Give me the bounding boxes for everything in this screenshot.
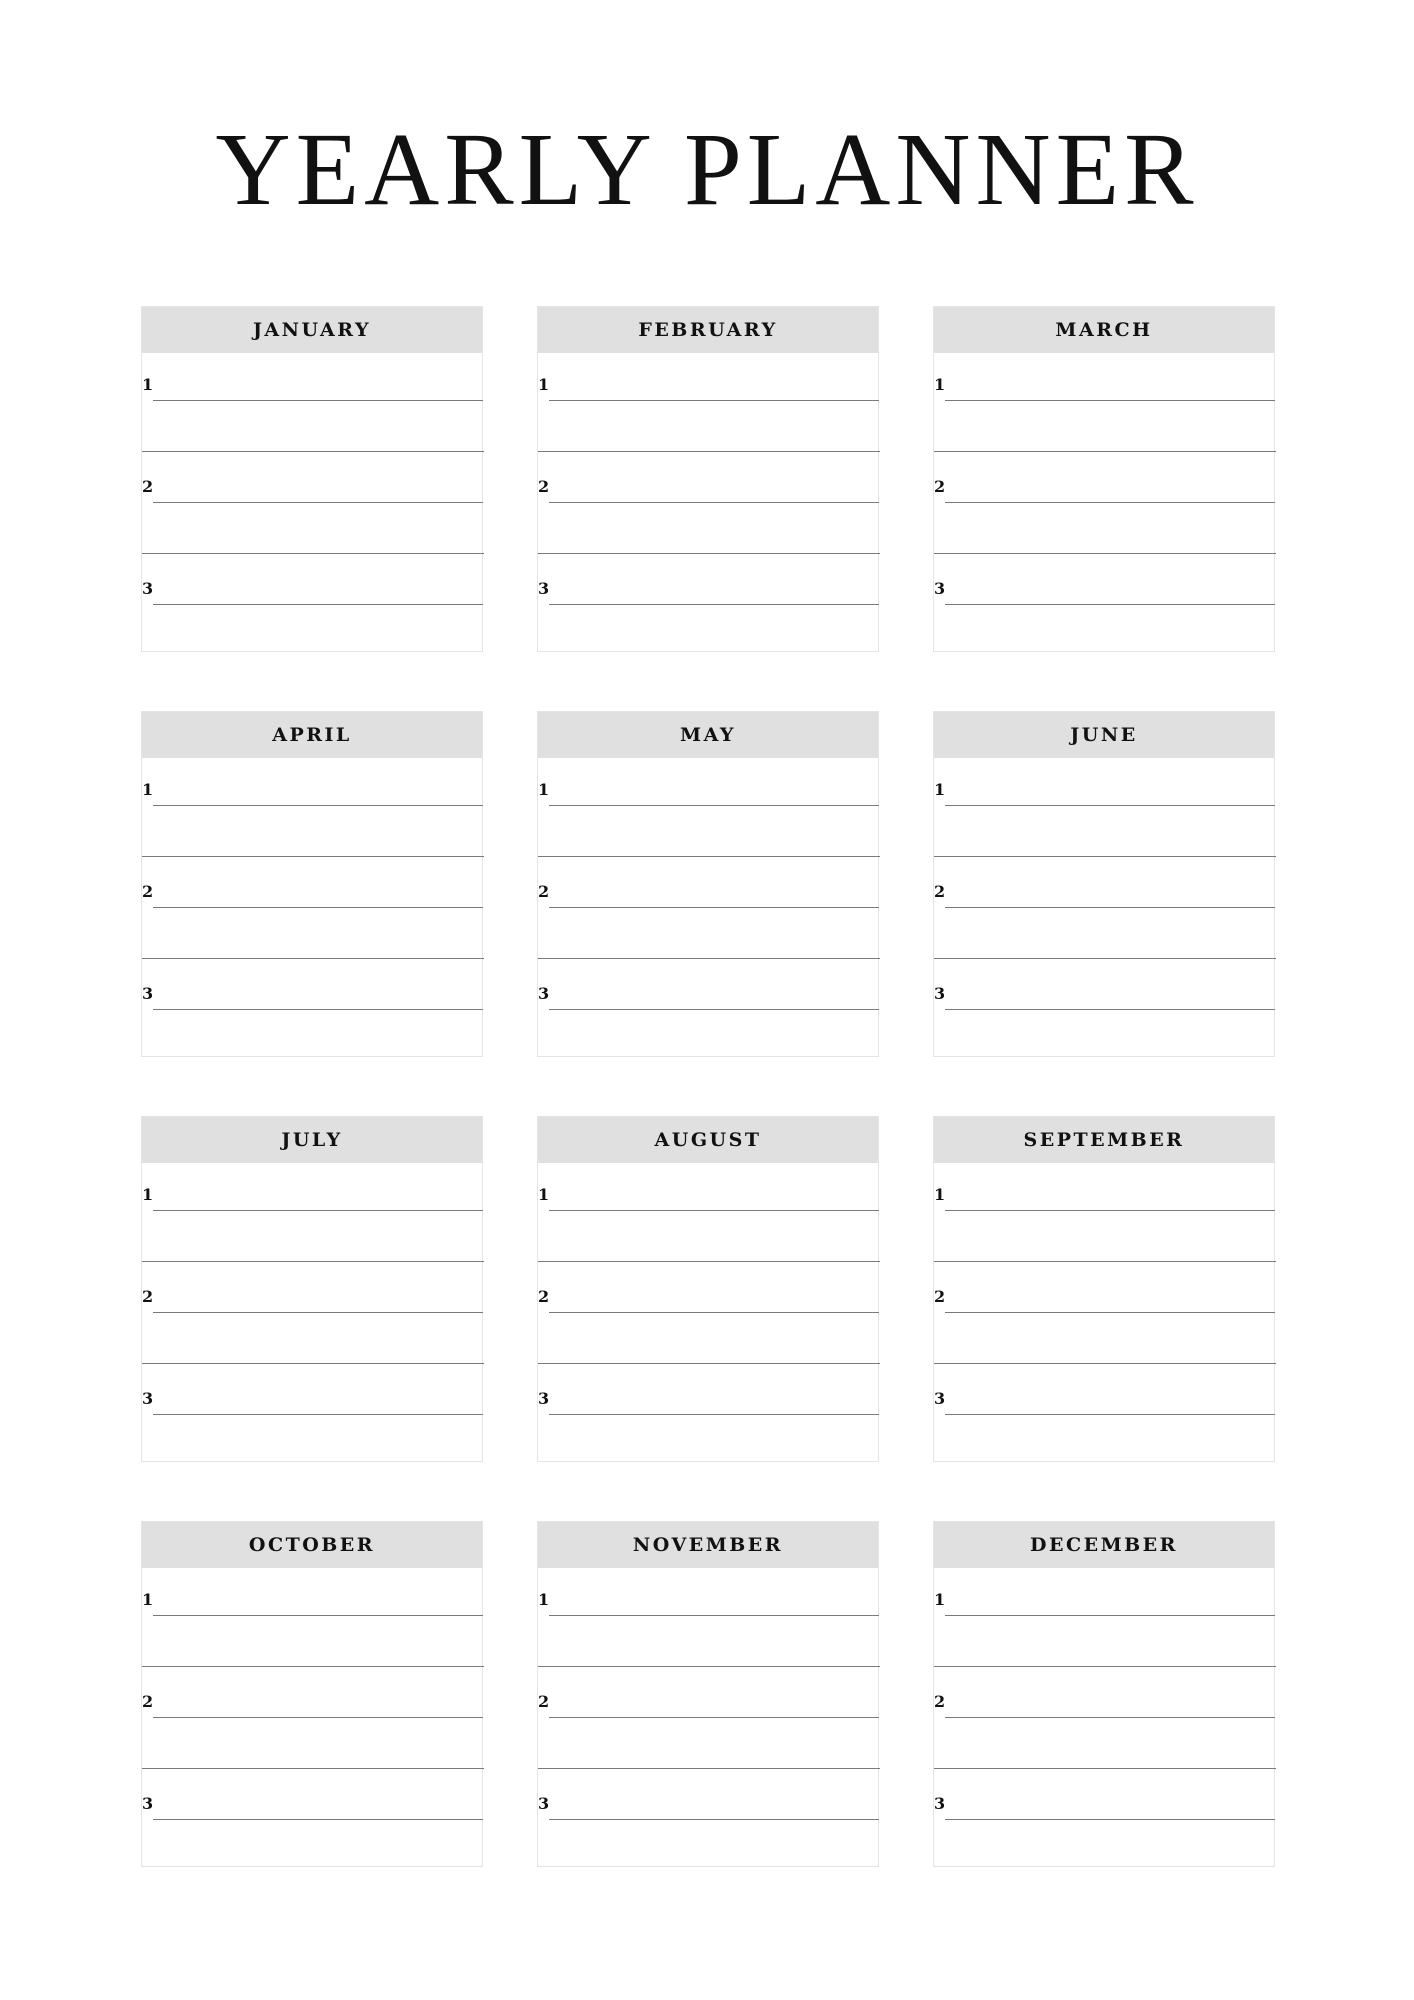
month-header xyxy=(538,1117,878,1163)
month-name: JANUARY xyxy=(252,319,372,341)
month-card-january xyxy=(141,306,483,652)
entry-line[interactable] xyxy=(153,1414,483,1415)
month-header xyxy=(142,1117,482,1163)
entry-line[interactable] xyxy=(549,1615,879,1616)
entry-line[interactable] xyxy=(549,400,879,401)
entry-line[interactable] xyxy=(153,400,483,401)
entry-line[interactable] xyxy=(945,1819,1275,1820)
separator-line xyxy=(538,1363,880,1364)
entry-number: 3 xyxy=(538,1794,550,1813)
entry-number: 3 xyxy=(934,1794,946,1813)
separator-line xyxy=(142,451,484,452)
entry-number: 3 xyxy=(142,579,154,598)
entry-number: 1 xyxy=(538,1185,550,1204)
separator-line xyxy=(538,1768,880,1769)
entry-number: 2 xyxy=(934,1287,946,1306)
entry-number: 1 xyxy=(142,1185,154,1204)
entry-line[interactable] xyxy=(945,502,1275,503)
separator-line xyxy=(538,958,880,959)
entry-number: 3 xyxy=(538,1389,550,1408)
month-name: NOVEMBER xyxy=(632,1534,784,1556)
separator-line xyxy=(538,1261,880,1262)
separator-line xyxy=(934,451,1276,452)
entry-line[interactable] xyxy=(549,502,879,503)
month-card-november xyxy=(537,1521,879,1867)
entry-line[interactable] xyxy=(945,1717,1275,1718)
separator-line xyxy=(934,553,1276,554)
month-header xyxy=(934,1117,1274,1163)
entry-line[interactable] xyxy=(549,805,879,806)
entry-number: 3 xyxy=(934,1389,946,1408)
entry-line[interactable] xyxy=(153,1615,483,1616)
entry-number: 1 xyxy=(538,780,550,799)
month-header xyxy=(934,307,1274,353)
entry-line[interactable] xyxy=(153,1210,483,1211)
entry-number: 3 xyxy=(934,579,946,598)
entry-number: 2 xyxy=(538,882,550,901)
entry-number: 3 xyxy=(142,1794,154,1813)
month-header xyxy=(538,307,878,353)
separator-line xyxy=(142,958,484,959)
entry-number: 1 xyxy=(934,780,946,799)
entry-number: 3 xyxy=(538,579,550,598)
entry-line[interactable] xyxy=(549,1009,879,1010)
entry-line[interactable] xyxy=(549,1819,879,1820)
month-card-february xyxy=(537,306,879,652)
month-name: OCTOBER xyxy=(248,1534,376,1556)
separator-line xyxy=(538,553,880,554)
month-card-october xyxy=(141,1521,483,1867)
month-header xyxy=(934,1522,1274,1568)
entry-line[interactable] xyxy=(549,1414,879,1415)
entry-number: 2 xyxy=(934,1692,946,1711)
entry-line[interactable] xyxy=(945,805,1275,806)
month-card-august xyxy=(537,1116,879,1462)
entry-number: 1 xyxy=(538,375,550,394)
entry-line[interactable] xyxy=(945,604,1275,605)
entry-line[interactable] xyxy=(945,1312,1275,1313)
entry-number: 2 xyxy=(934,477,946,496)
entry-line[interactable] xyxy=(153,907,483,908)
month-header xyxy=(142,1522,482,1568)
entry-number: 2 xyxy=(538,1692,550,1711)
month-card-june xyxy=(933,711,1275,1057)
separator-line xyxy=(934,1261,1276,1262)
month-card-september xyxy=(933,1116,1275,1462)
entry-line[interactable] xyxy=(549,1312,879,1313)
separator-line xyxy=(934,958,1276,959)
month-grid xyxy=(141,306,1275,1867)
entry-line[interactable] xyxy=(549,1717,879,1718)
entry-line[interactable] xyxy=(945,1615,1275,1616)
entry-number: 3 xyxy=(142,1389,154,1408)
separator-line xyxy=(538,1666,880,1667)
entry-number: 1 xyxy=(934,1590,946,1609)
separator-line xyxy=(934,1666,1276,1667)
entry-number: 1 xyxy=(934,375,946,394)
entry-number: 1 xyxy=(142,375,154,394)
entry-line[interactable] xyxy=(549,1210,879,1211)
entry-number: 3 xyxy=(142,984,154,1003)
month-name: JUNE xyxy=(1070,724,1138,746)
entry-number: 2 xyxy=(934,882,946,901)
month-header xyxy=(142,307,482,353)
entry-number: 2 xyxy=(142,477,154,496)
separator-line xyxy=(934,1363,1276,1364)
separator-line xyxy=(142,1363,484,1364)
entry-number: 2 xyxy=(142,1287,154,1306)
entry-number: 1 xyxy=(538,1590,550,1609)
entry-number: 2 xyxy=(538,1287,550,1306)
entry-number: 3 xyxy=(934,984,946,1003)
month-name: JULY xyxy=(281,1129,343,1151)
entry-line[interactable] xyxy=(153,1819,483,1820)
entry-number: 1 xyxy=(934,1185,946,1204)
month-header xyxy=(934,712,1274,758)
entry-line[interactable] xyxy=(153,502,483,503)
entry-line[interactable] xyxy=(945,1210,1275,1211)
month-name: DECEMBER xyxy=(1030,1534,1178,1556)
entry-line[interactable] xyxy=(945,400,1275,401)
entry-number: 3 xyxy=(538,984,550,1003)
entry-line[interactable] xyxy=(945,907,1275,908)
entry-line[interactable] xyxy=(153,1312,483,1313)
month-card-march xyxy=(933,306,1275,652)
month-card-may xyxy=(537,711,879,1057)
entry-line[interactable] xyxy=(153,1009,483,1010)
entry-line[interactable] xyxy=(549,604,879,605)
month-name: MAY xyxy=(680,724,736,746)
separator-line xyxy=(142,1666,484,1667)
entry-line[interactable] xyxy=(945,1414,1275,1415)
entry-line[interactable] xyxy=(153,805,483,806)
separator-line xyxy=(934,1768,1276,1769)
month-name: SEPTEMBER xyxy=(1023,1129,1185,1151)
separator-line xyxy=(142,553,484,554)
month-name: APRIL xyxy=(272,724,352,746)
month-header xyxy=(538,1522,878,1568)
month-card-april xyxy=(141,711,483,1057)
month-header xyxy=(538,712,878,758)
entry-line[interactable] xyxy=(153,604,483,605)
entry-number: 2 xyxy=(142,882,154,901)
separator-line xyxy=(142,1768,484,1769)
entry-line[interactable] xyxy=(945,1009,1275,1010)
month-name: AUGUST xyxy=(654,1129,762,1151)
separator-line xyxy=(538,451,880,452)
month-card-july xyxy=(141,1116,483,1462)
entry-line[interactable] xyxy=(549,907,879,908)
entry-number: 1 xyxy=(142,1590,154,1609)
month-header xyxy=(142,712,482,758)
separator-line xyxy=(142,1261,484,1262)
month-name: FEBRUARY xyxy=(638,319,778,341)
page-title: YEARLY PLANNER xyxy=(215,112,1199,227)
separator-line xyxy=(142,856,484,857)
month-card-december xyxy=(933,1521,1275,1867)
separator-line xyxy=(538,856,880,857)
month-name: MARCH xyxy=(1055,319,1153,341)
entry-number: 2 xyxy=(538,477,550,496)
entry-number: 2 xyxy=(142,1692,154,1711)
separator-line xyxy=(934,856,1276,857)
entry-number: 1 xyxy=(142,780,154,799)
entry-line[interactable] xyxy=(153,1717,483,1718)
